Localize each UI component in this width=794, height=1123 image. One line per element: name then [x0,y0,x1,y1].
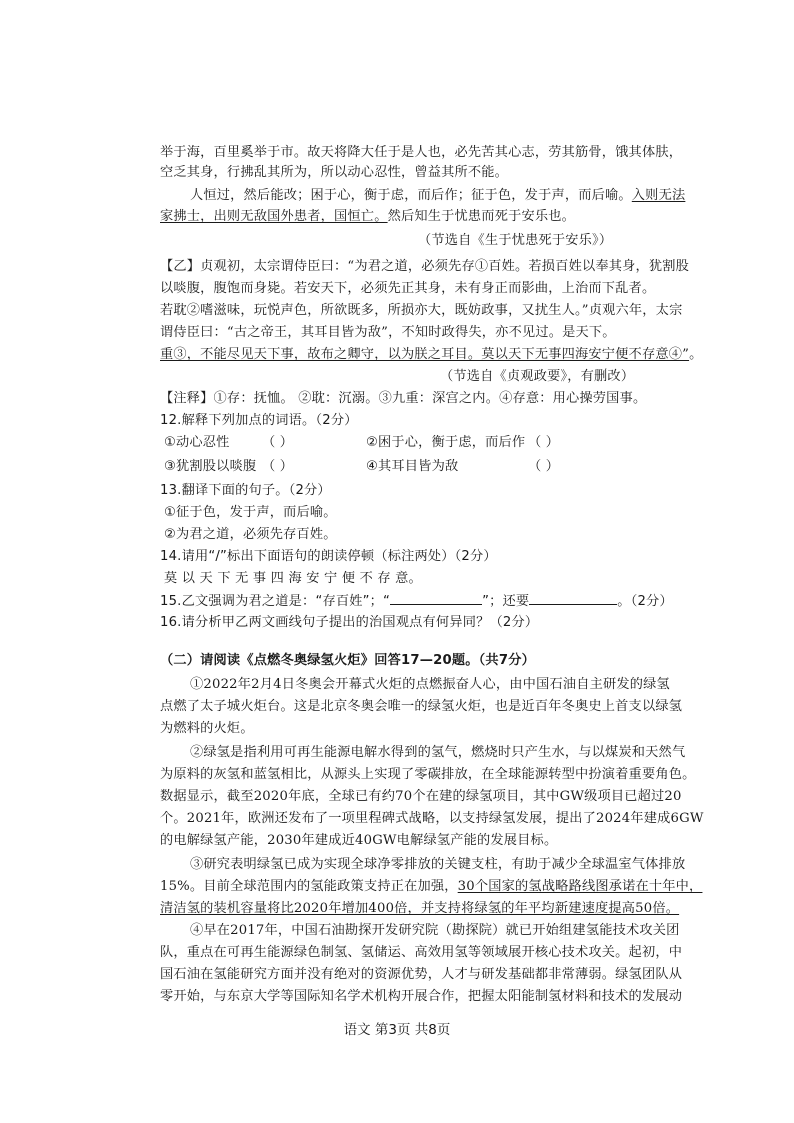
yi-line-2: 以啖腹，腹饱而身毙。若安天下，必须先正其身，未有身正而影曲，上治而下乱者。 [160,281,656,296]
q12-item-a: ①动心忍性 [164,435,230,450]
q15-blank-2[interactable] [529,592,617,605]
yi-underlined-sentence: 重③，不能尽见天下事，故布之卿守，以为朕之耳目。莫以天下无事四海安宁便不存意④” [160,347,690,362]
yi-line-1: 【乙】贞观初，太宗谓侍臣曰：“为君之道，必须先存①百姓。若损百姓以奉其身，犹割股 [160,259,690,274]
jia-line-3: 人恒过，然后能改；困于心，衡于虑，而后作；征于色，发于声，而后喻。入则无法 [190,188,686,203]
yi-line-4: 谓侍臣曰：“古之帝王，其耳目皆为敌”，不知时政得失，亦不见过。是天下。 [160,325,616,340]
q12-answer-b[interactable]: （ ） [528,435,560,450]
yi-source: （节选自《贞观政要》，有删改） [440,369,635,384]
q12-item-d: ④其耳目皆为敌 [366,459,459,474]
jia-underlined-sentence-a: 入则无法 [631,188,686,203]
yi-line-3: 若耽②嗜滋味，玩悦声色，所欲既多，所损亦大，既妨政事，又扰生人。”贞观六年，太宗 [160,303,683,318]
jia-line-1: 举于海，百里奚举于市。故天将降大任于是人也，必先苦其心志，劳其筋骨，饿其体肤， [160,145,683,160]
s2-p2-line-4: 个。2021年，欧洲还发布了一项里程碑式战略，以支持绿氢发展，提出了2024年建成6GW [160,811,704,826]
jia-underlined-sentence-b: 家拂士，出则无敌国外患者，国恒亡。 [160,209,388,224]
q13-item-b: ②为君之道，必须先存百姓。 [164,527,337,542]
q12-item-c: ③犹割股以啖腹 [164,459,257,474]
s2-underlined-sentence-b: 清洁氢的装机容量将比2020年增加400倍，并支持将绿氢的年平均新建速度提高50倍。 [160,901,680,916]
s2-p4-line-4: 零开始，与东京大学等国际知名学术机构开展合作，把握太阳能制氢材料和技术的发展动 [160,989,683,1004]
s2-p2-line-1: ②绿氢是指利用可再生能源电解水得到的氢气，燃烧时只产生水，与以煤炭和天然气 [190,745,686,760]
s2-underlined-sentence-a: 30个国家的氢战略路线图承诺在十年中， [457,879,703,894]
q15-blank-1[interactable] [390,592,482,605]
q12-answer-c[interactable]: （ ） [262,459,294,474]
s2-p4-line-1: ④早在2017年，中国石油勘探开发研究院（勘探院）就已开始组建氢能技术攻关团 [190,923,680,938]
s2-p3-line-2: 15%。目前全球范围内的氢能政策支持正在加强，30个国家的氢战略路线图承诺在十年中， [160,879,703,894]
s2-p2-line-5: 的电解绿氢产能，2030年建成近40GW电解绿氢产能的发展目标。 [160,833,558,848]
s2-p1-line-2: 点燃了太子城火炬台。这是北京冬奥会唯一的绿氢火炬，也是近百年冬奥史上首支以绿氢 [160,699,683,714]
q15-line: 15.乙文强调为君之道是：“存百姓”；“ ”；还要 。（2分） [160,594,673,609]
jia-line-4: 家拂士，出则无敌国外患者，国恒亡。然后知生于忧患而死于安乐也。 [160,209,576,224]
yi-annotation: 【注释】①存：抚恤。 ②耽：沉溺。③九重：深宫之内。④存意：用心操劳国事。 [160,391,647,406]
q12-answer-d[interactable]: （ ） [528,459,560,474]
s2-p2-line-2: 为原料的灰氢和蓝氢相比，从源头上实现了零碳排放，在全球能源转型中扮演着重要角色。 [160,767,696,782]
section2-title: （二）请阅读《点燃冬奥绿氢火炬》回答17—20题。（共7分） [160,653,535,668]
s2-p3-line-3 [160,900,679,918]
jia-line-2: 空乏其身，行拂乱其所为，所以动心忍性，曾益其所不能。 [160,165,509,180]
q12-item-b: ②困于心，衡于虑，而后作 [366,435,526,450]
s2-p4-line-3: 国石油在氢能研究方面并没有绝对的资源优势，人才与研发基础都非常薄弱。绿氢团队从 [160,967,683,982]
q14-sentence: 莫 以 天 下 无 事 四 海 安 宁 便 不 存 意。 [164,571,422,586]
s2-p1-line-3: 为燃料的火炬。 [160,721,254,736]
s2-p4-line-2: 队，重点在可再生能源绿色制氢、氢储运、高效用氢等领域展开核心技术攻关。起初，中 [160,945,683,960]
q12-answer-a[interactable]: （ ） [262,435,294,450]
q16-title: 16.请分析甲乙两文画线句子提出的治国观点有何异同？（2分） [160,615,539,630]
q14-title: 14.请用“/”标出下面语句的朗读停顿（标注两处）（2分） [160,549,497,564]
q13-item-a: ①征于色，发于声，而后喻。 [164,505,337,520]
q13-title: 13.翻译下面的句子。（2分） [160,483,331,498]
s2-p3-line-1: ③研究表明绿氢已成为实现全球净零排放的关键支柱，有助于减少全球温室气体排放 [190,857,686,872]
q12-title: 12.解释下列加点的词语。（2分） [160,413,358,428]
jia-source: （节选自《生于忧患死于安乐》） [418,233,613,248]
page-footer: 语文 第3页 共8页 [343,1022,451,1038]
s2-p2-line-3: 数据显示，截至2020年底，全球已有约70个在建的绿氢项目，其中GW级项目已超过20 [160,789,682,804]
yi-line-5: 重③，不能尽见天下事，故布之卿守，以为朕之耳目。莫以天下无事四海安宁便不存意④”。 [160,347,703,362]
s2-p1-line-1: ①2022年2月4日冬奥会开幕式火炬的点燃振奋人心，由中国石油自主研发的绿氢 [190,677,670,692]
